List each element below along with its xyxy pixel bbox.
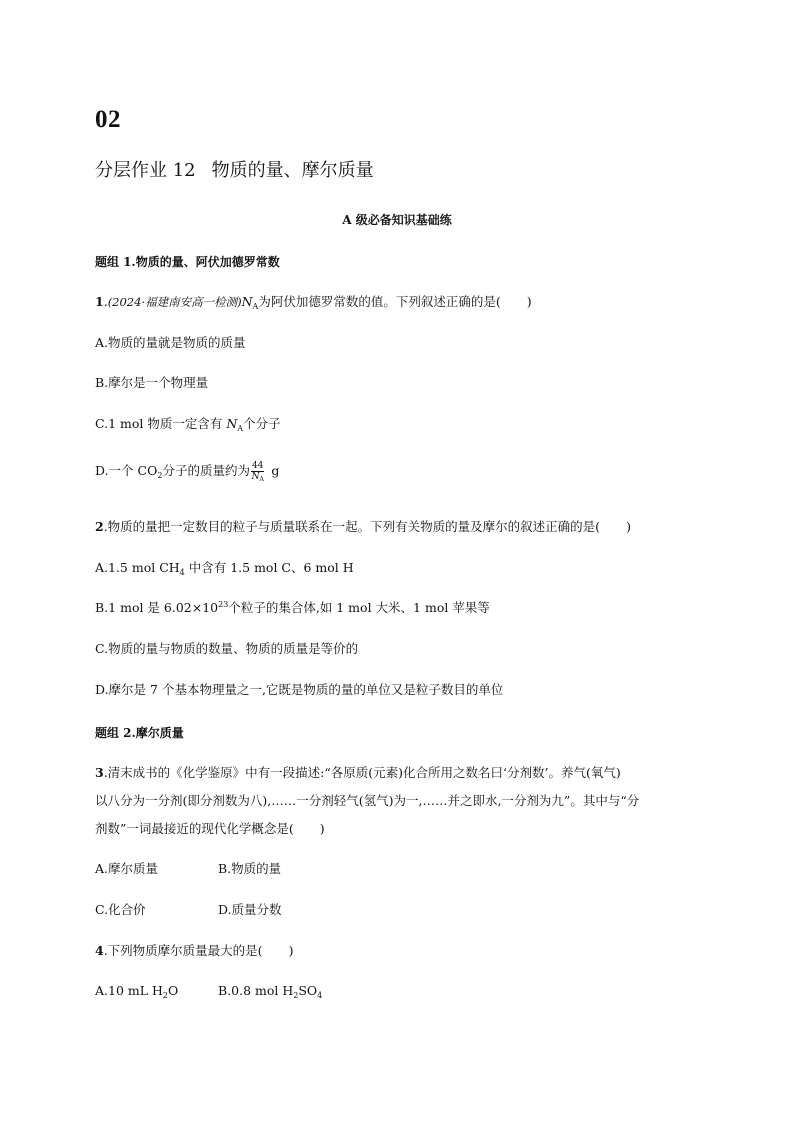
question-1-stem: 1.(2024·福建南安高一检测)$N_A$为阿伏加德罗常数的值。下列叙述正确的是( )	[95, 294, 532, 311]
question-2-stem	[95, 519, 631, 535]
section-title: A 级必备知识基础练	[342, 213, 452, 227]
question-text: 为阿伏加德罗常数的值。下列叙述正确的是(	[258, 294, 501, 309]
question-text: .物质的量把一定数目的粒子与质量联系在一起。下列有关物质的量及摩尔的叙述正确的是(	[103, 519, 601, 534]
group-title-1: 题组 1.物质的量、阿伏加德罗常数	[95, 255, 280, 269]
option-text: 个分子	[243, 416, 281, 431]
question-2-option-b: B.1 mol 是 $6.02\times 10^{23}$个粒子的集合体,如 1 mol 大米、1 mol 苹果等	[95, 600, 490, 615]
question-1-option-c	[95, 416, 281, 432]
answer-paren-close: )	[626, 519, 631, 534]
formula-subscript: 2	[293, 991, 299, 1000]
question-3-options-row-2	[95, 902, 282, 918]
question-3-option-b: B.物质的量	[218, 861, 282, 876]
question-3-option-a: A.摩尔质量	[95, 861, 159, 876]
question-1-option-b: B.摩尔是一个物理量	[95, 375, 209, 390]
question-3-option-c: C.化合价	[95, 902, 146, 917]
na-subscript: A	[252, 302, 259, 311]
question-source: (2024·福建南安高一检测)	[107, 295, 242, 309]
fraction-denominator: $N_A$	[251, 472, 264, 483]
na-symbol: N	[226, 416, 238, 431]
question-number: 4	[95, 943, 104, 958]
chapter-topic: 物质的量、摩尔质量	[211, 160, 374, 181]
part-number: 02	[95, 106, 121, 133]
question-2-option-a: A.1.5 mol $CH_4$ 中含有 1.5 mol C、6 mol H	[95, 560, 354, 577]
question-3-option-d: D.质量分数	[218, 902, 282, 917]
question-3-stem-line-2: 以八分为一分剂(即分剂数为八),……一分剂轻气(氢气)为一,……并之即水,一分剂为九”。其中与“分	[95, 793, 640, 808]
fraction-numerator: 44	[251, 461, 264, 471]
chapter-label: 分层作业 12	[95, 160, 196, 181]
question-4-options-row-1	[95, 983, 322, 999]
question-4-option-a: A.10 mL $H_2O$	[95, 983, 179, 1000]
exponent: 23	[218, 600, 229, 609]
question-1-option-a: A.物质的量就是物质的质量	[95, 335, 246, 350]
answer-paren-close: )	[288, 943, 294, 958]
chapter-title	[95, 156, 374, 182]
question-text: 剂数”一词最接近的现代化学概念是(	[95, 821, 294, 836]
option-text: D.一个 CO	[95, 463, 158, 478]
question-number: 3	[95, 765, 104, 780]
option-text: C.1 mol 物质一定含有	[95, 416, 227, 431]
question-1-option-d	[95, 461, 279, 482]
question-3-stem-line-3	[95, 821, 325, 837]
formula-subscript: 4	[179, 568, 185, 577]
mass-fraction	[251, 461, 264, 482]
question-3-options-row-1	[95, 861, 281, 877]
question-text: .下列物质摩尔质量最大的是(	[103, 943, 263, 958]
question-2-option-d: D.摩尔是 7 个基本物理量之一,它既是物质的量的单位又是粒子数目的单位	[95, 682, 504, 697]
option-text: 分子的质量约为	[162, 463, 250, 478]
question-text: .清末成书的《化学鉴原》中有一段描述:“各原质(元素)化合所用之数名曰‘分剂数’。养气(氧气)	[103, 765, 621, 780]
question-4-option-b: B.0.8 mol $H_2SO_4$	[218, 983, 323, 1000]
answer-paren-close: )	[319, 821, 325, 836]
question-number: 1	[95, 294, 104, 309]
answer-paren-close: )	[526, 294, 532, 309]
question-number: 2	[95, 519, 104, 534]
formula-subscript: 4	[317, 991, 323, 1000]
formula-subscript: 2	[162, 991, 169, 1000]
option-unit: g	[267, 463, 280, 478]
question-2-option-c: C.物质的量与物质的数量、物质的质量是等价的	[95, 641, 359, 656]
group-title-2: 题组 2.摩尔质量	[95, 726, 184, 740]
formula-subscript: 2	[157, 471, 163, 480]
na-symbol: N	[241, 294, 253, 309]
question-3-stem-line-1	[95, 765, 621, 781]
na-subscript: A	[237, 424, 244, 433]
question-4-stem	[95, 943, 293, 959]
